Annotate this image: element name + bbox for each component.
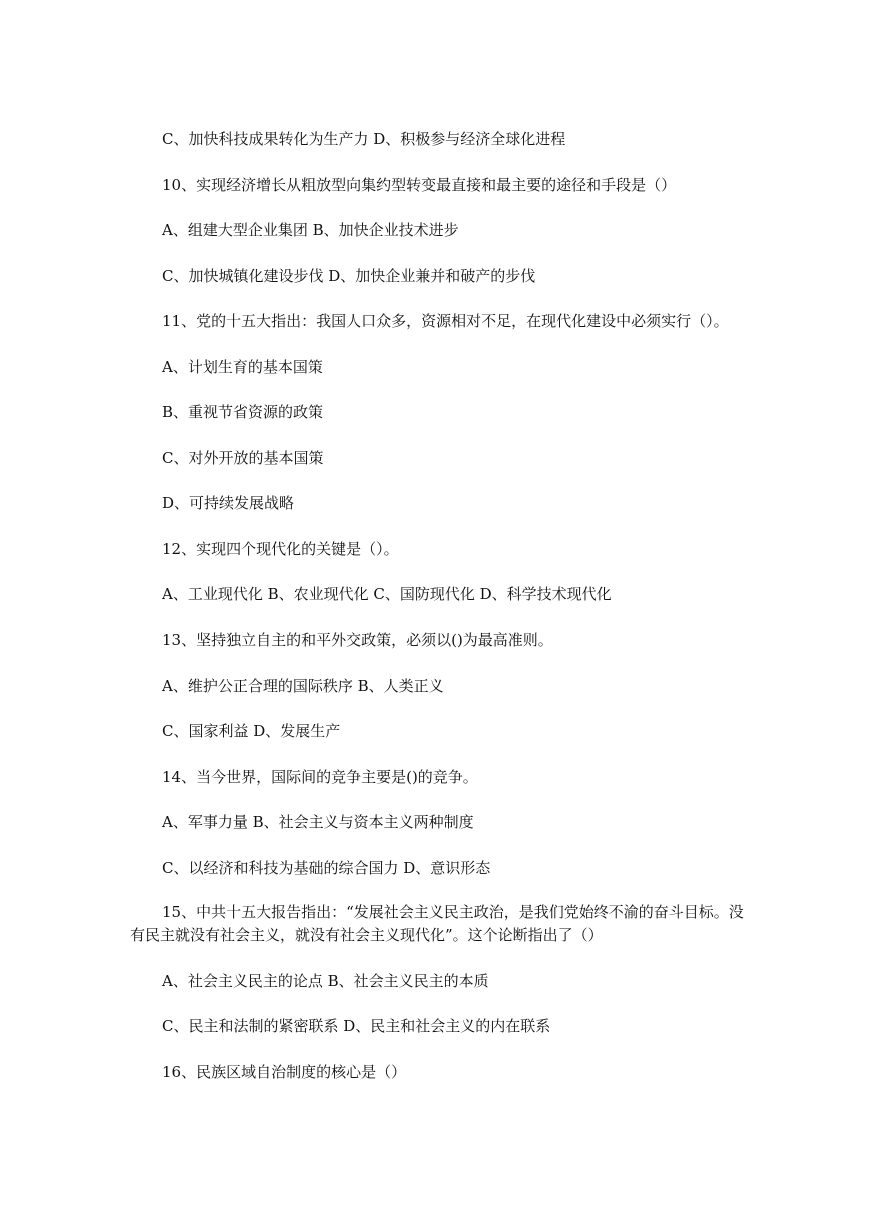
question-14: 14、当今世界，国际间的竞争主要是()的竞争。 — [162, 768, 478, 786]
option-line-q13-ab: A、维护公正合理的国际秩序 B、人类正义 — [162, 677, 444, 695]
option-q11-a: A、计划生育的基本国策 — [162, 358, 323, 376]
option-line-q14-cd: C、以经济和科技为基础的综合国力 D、意识形态 — [162, 859, 491, 877]
option-line-q15-cd: C、民主和法制的紧密联系 D、民主和社会主义的内在联系 — [162, 1017, 551, 1035]
question-10: 10、实现经济增长从粗放型向集约型转变最直接和最主要的途径和手段是（） — [162, 176, 677, 194]
question-16: 16、民族区域自治制度的核心是（） — [162, 1063, 407, 1081]
option-q11-c: C、对外开放的基本国策 — [162, 449, 324, 467]
option-line-q13-cd: C、国家利益 D、发展生产 — [162, 722, 341, 740]
option-line-q14-ab: A、军事力量 B、社会主义与资本主义两种制度 — [162, 813, 474, 831]
option-line-q9-cd: C、加快科技成果转化为生产力 D、积极参与经济全球化进程 — [162, 130, 566, 148]
question-12: 12、实现四个现代化的关键是（）。 — [162, 540, 399, 558]
question-13: 13、坚持独立自主的和平外交政策，必须以()为最高准则。 — [162, 631, 553, 649]
question-15: 15、中共十五大报告指出：“发展社会主义民主政治，是我们党始终不渝的奋斗目标。没有民主就没有社会主义，就没有社会主义现代化”。这个论断指出了（） — [130, 903, 744, 944]
option-q11-d: D、可持续发展战略 — [162, 494, 295, 512]
option-line-q15-ab: A、社会主义民主的论点 B、社会主义民主的本质 — [162, 972, 489, 990]
option-line-q10-cd: C、加快城镇化建设步伐 D、加快企业兼并和破产的步伐 — [162, 267, 536, 285]
question-11: 11、党的十五大指出：我国人口众多，资源相对不足，在现代化建设中必须实行（）。 — [162, 312, 729, 330]
option-line-q10-ab: A、组建大型企业集团 B、加快企业技术进步 — [162, 221, 459, 239]
option-q11-b: B、重视节省资源的政策 — [162, 403, 324, 421]
option-line-q12: A、工业现代化 B、农业现代化 C、国防现代化 D、科学技术现代化 — [162, 585, 612, 603]
